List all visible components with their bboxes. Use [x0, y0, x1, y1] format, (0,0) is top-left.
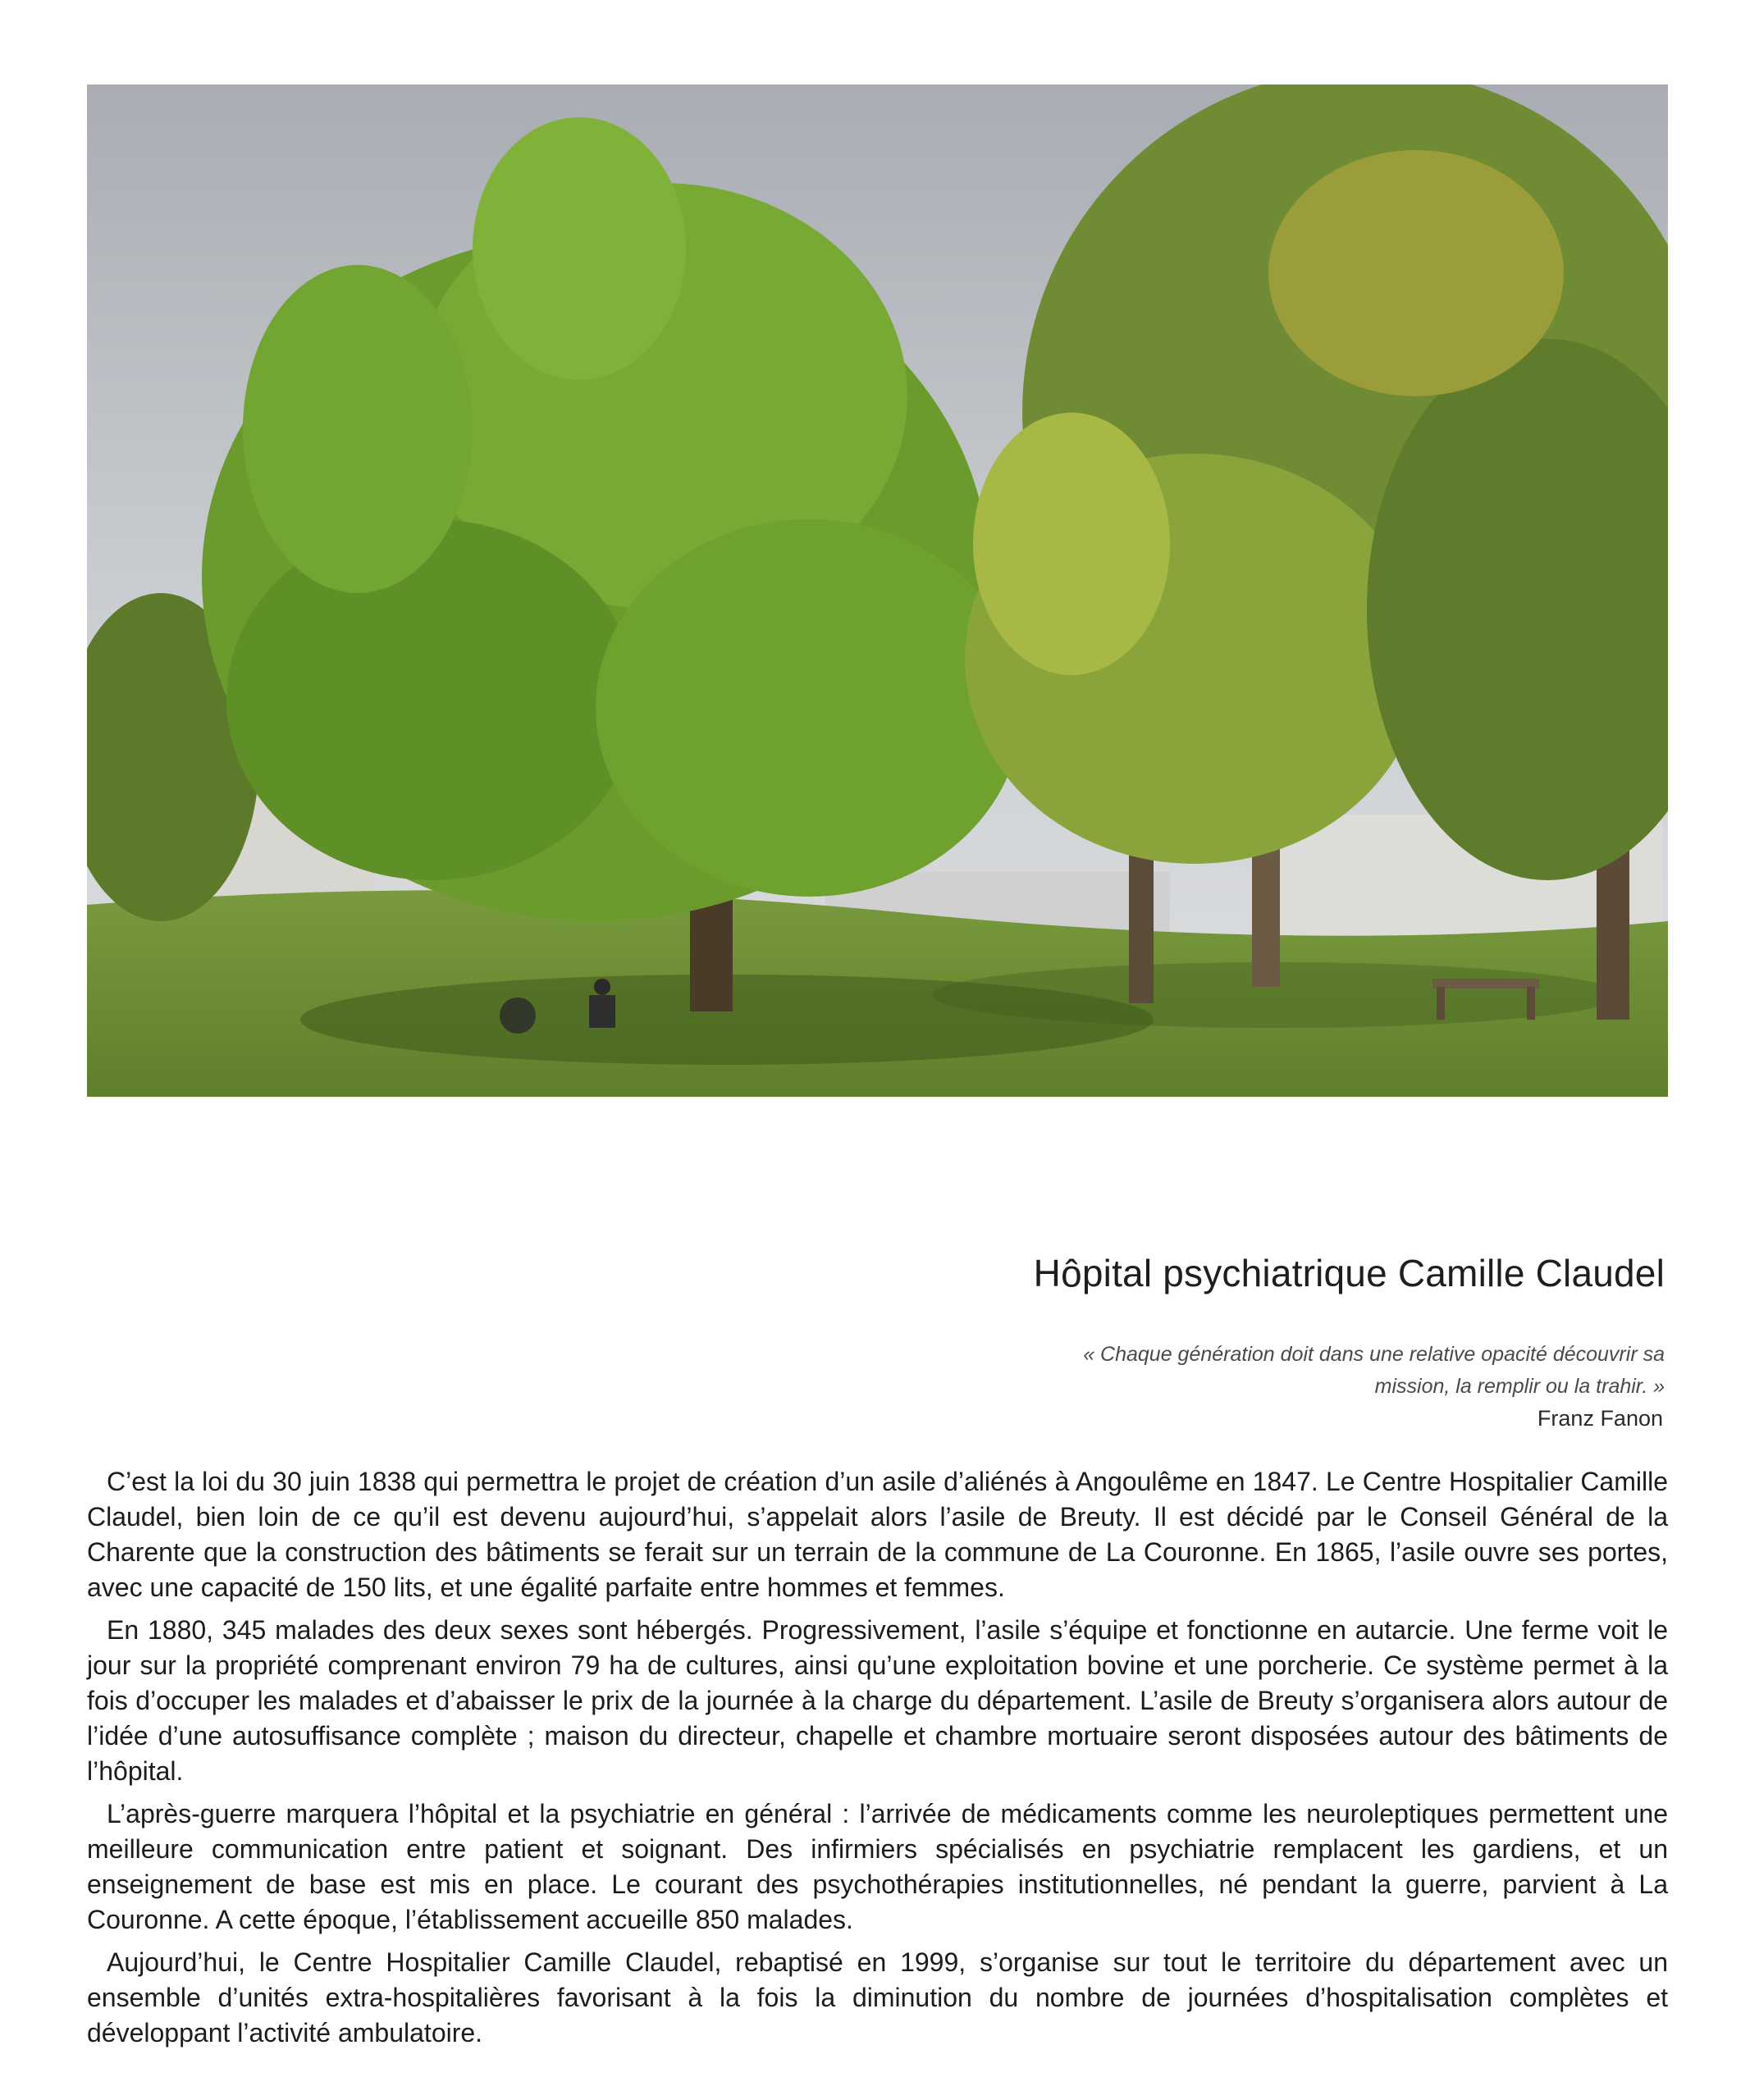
- article-body: [87, 1464, 1668, 2058]
- paragraph: L’après-guerre marquera l’hôpital et la psychiatrie en général : l’arrivée de médicaments comme les neuroleptiques permettent une meilleure communication entre patient et soignant. Des infirmiers spécialisés en psychiatrie remplacent les gardiens, et un enseignement de base est mis en place. Le courant des psychothérapies institutionnelles, né pendant la guerre, parvient à La Couronne. A cette époque, l’établissement accueille 850 malades.: [87, 1799, 1668, 1934]
- paragraph: Aujourd’hui, le Centre Hospitalier Camille Claudel, rebaptisé en 1999, s’organise sur tout le territoire du département avec un ensemble d’unités extra-hospitalières favorisant à la fois la diminution du nombre de journées d’hospitalisation complètes et développant l’activité ambulatoire.: [87, 1947, 1668, 2048]
- park-photo: [87, 84, 1668, 1097]
- epigraph-quote: « Chaque génération doit dans une relative opacité découvrir sa mission, la remplir ou la trahir. »: [1083, 1343, 1665, 1398]
- paragraph: C’est la loi du 30 juin 1838 qui permettra le projet de création d’un asile d’aliénés à Angoulême en 1847. Le Centre Hospitalier Camille Claudel, bien loin de ce qu’il est devenu aujourd’hui, s’appelait alors l’asile de Breuty. Il est décidé par le Conseil Général de la Charente que la construction des bâtiments se ferait sur un terrain de la commune de La Couronne. En 1865, l’asile ouvre ses portes, avec une capacité de 150 lits, et une égalité parfaite entre hommes et femmes.: [87, 1467, 1668, 1602]
- park-trees-illustration: [87, 84, 1668, 1097]
- page-title: Hôpital psychiatrique Camille Claudel: [1033, 1252, 1665, 1294]
- quote-author: Franz Fanon: [1537, 1406, 1663, 1431]
- paragraph: En 1880, 345 malades des deux sexes sont hébergés. Progressivement, l’asile s’équipe et fonctionne en autarcie. Une ferme voit le jour sur la propriété comprenant environ 79 ha de cultures, ainsi qu’une exploitation bovine et une porcherie. Ce système permet à la fois d’occuper les malades et d’abaisser le prix de la journée à la charge du département. L’asile de Breuty s’organisera alors autour de l’idée d’une autosuffisance complète ; maison du directeur, chapelle et chambre mortuaire seront disposées autour des bâtiments de l’hôpital.: [87, 1615, 1668, 1786]
